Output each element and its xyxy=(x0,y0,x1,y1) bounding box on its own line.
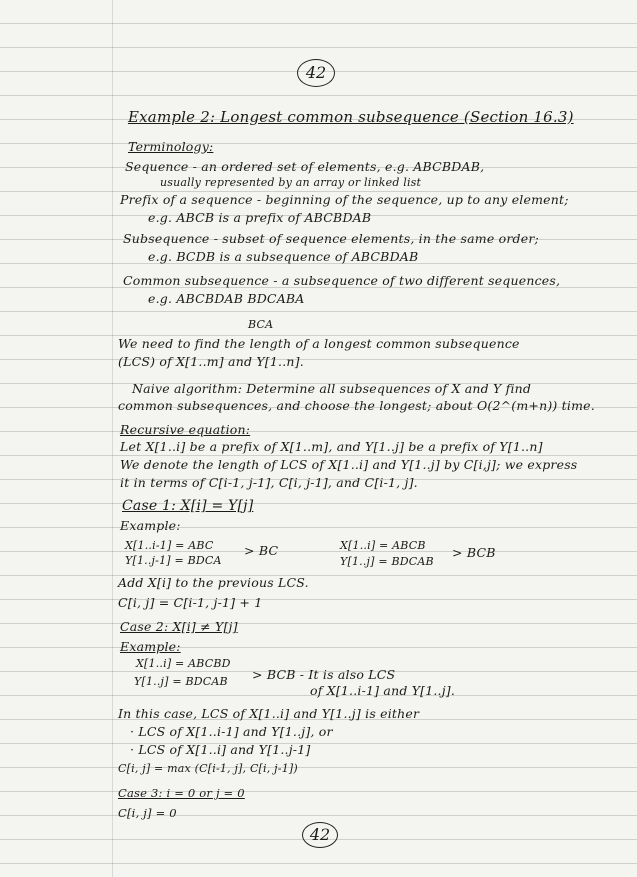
case-3-title: Case 3: i = 0 or j = 0 xyxy=(118,786,245,800)
sequence-definition: Sequence - an ordered set of elements, e.g. ABCBDAB, xyxy=(125,159,485,174)
case-1-formula: C[i, j] = C[i-1, j-1] + 1 xyxy=(118,595,263,610)
naive-line-1: Naive algorithm: Determine all subsequences of X and Y find xyxy=(132,381,532,396)
case-1-example-a-result: > BC xyxy=(244,543,279,558)
case-2-title: Case 2: X[i] ≠ Y[j] xyxy=(120,619,238,634)
case-2-example-label: Example: xyxy=(120,639,181,654)
case-1-example-b-x: X[1..i] = ABCB xyxy=(340,539,426,552)
common-subsequence-definition: Common subsequence - a subsequence of two different sequences, xyxy=(123,273,561,288)
page-number-bottom-text: 42 xyxy=(309,825,331,844)
subsequence-definition: Subsequence - subset of sequence elements, in the same order; xyxy=(123,231,539,246)
case-2-either: In this case, LCS of X[1..i] and Y[1..j] is either xyxy=(118,706,420,721)
case-2-example-result: > BCB - It is also LCS xyxy=(252,667,396,682)
case-1-add-note: Add X[i] to the previous LCS. xyxy=(118,575,309,590)
case-1-title: Case 1: X[i] = Y[j] xyxy=(122,498,254,514)
common-subsequence-example: e.g. ABCBDAB BDCABA xyxy=(148,291,305,306)
case-2-example-y: Y[1..j] = BDCAB xyxy=(134,675,228,688)
sequence-note: usually represented by an array or linked list xyxy=(160,176,422,189)
recursive-line-2: We denote the length of LCS of X[1..i] and Y[1..j] by C[i,j]; we express xyxy=(120,457,578,472)
naive-line-2: common subsequences, and choose the longest; about O(2^(m+n)) time. xyxy=(118,398,595,413)
case-1-example-a-y: Y[1..j-1] = BDCA xyxy=(125,554,222,567)
prefix-example: e.g. ABCB is a prefix of ABCBDAB xyxy=(148,210,372,225)
case-2-example-result-2: of X[1..i-1] and Y[1..j]. xyxy=(310,683,456,698)
terminology-label: Terminology: xyxy=(128,139,214,154)
case-1-example-b-result: > BCB xyxy=(452,545,496,560)
page-number-bottom xyxy=(302,822,338,848)
subsequence-example: e.g. BCDB is a subsequence of ABCBDAB xyxy=(148,249,419,264)
prefix-definition: Prefix of a sequence - beginning of the sequence, up to any element; xyxy=(120,192,569,207)
case-1-example-label: Example: xyxy=(120,518,181,533)
case-2-option-2: · LCS of X[1..i] and Y[1..j-1] xyxy=(130,742,311,757)
recursive-line-1: Let X[1..i] be a prefix of X[1..m], and Y[1..j] be a prefix of Y[1..n] xyxy=(120,439,543,454)
page-title: Example 2: Longest common subsequence (Section 16.3) xyxy=(128,108,574,126)
case-1-example-b-y: Y[1..j] = BDCAB xyxy=(340,555,434,568)
page-number-top xyxy=(297,59,335,87)
common-subsequence-result: BCA xyxy=(248,318,274,331)
recursive-line-3: it in terms of C[i-1, j-1], C[i, j-1], and C[i-1, j]. xyxy=(120,475,418,490)
case-1-example-a-x: X[1..i-1] = ABC xyxy=(125,539,214,552)
margin-line xyxy=(112,0,113,877)
case-2-example-x: X[1..i] = ABCBD xyxy=(136,657,231,670)
need-line-2: (LCS) of X[1..m] and Y[1..n]. xyxy=(118,354,304,369)
need-line-1: We need to find the length of a longest common subsequence xyxy=(118,336,520,351)
case-2-formula: C[i, j] = max (C[i-1, j], C[i, j-1]) xyxy=(118,762,298,775)
page-number-top-text: 42 xyxy=(305,63,327,82)
recursive-equation-title: Recursive equation: xyxy=(120,422,251,437)
case-3-formula: C[i, j] = 0 xyxy=(118,806,177,820)
case-2-option-1: · LCS of X[1..i-1] and Y[1..j], or xyxy=(130,724,333,739)
